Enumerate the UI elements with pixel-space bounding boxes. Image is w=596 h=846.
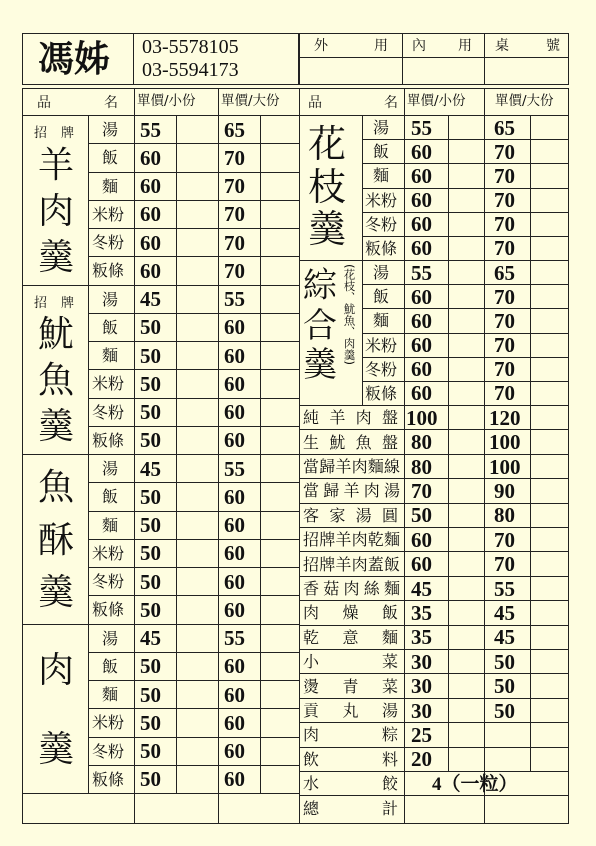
price-small: 45 <box>411 576 432 601</box>
price-small: 25 <box>411 722 432 747</box>
order-type-header-line <box>299 57 569 58</box>
price-large: 70 <box>224 230 245 255</box>
item-name: 燙 青 菜 <box>303 676 398 696</box>
column-header-large: 單價/大份 <box>495 93 554 109</box>
row-divider <box>88 313 299 314</box>
item-name: 湯 <box>373 118 390 138</box>
price-small: 50 <box>140 484 161 509</box>
row-divider <box>362 188 569 189</box>
row-divider <box>362 260 569 261</box>
price-small: 50 <box>140 569 161 594</box>
price-small: 60 <box>411 284 432 309</box>
price-large: 70 <box>494 284 515 309</box>
row-divider <box>362 236 569 237</box>
column-divider <box>402 33 403 85</box>
price-small: 30 <box>411 649 432 674</box>
price-small: 50 <box>140 597 161 622</box>
dumpling-price: 4（一粒） <box>432 774 518 795</box>
price-large: 70 <box>494 308 515 333</box>
item-name: 招 牌 羊 肉 乾 麵 <box>303 530 400 550</box>
price-large: 70 <box>494 163 515 188</box>
dish-category-title: 綜 <box>303 265 337 306</box>
group-divider <box>22 285 299 286</box>
order-type-takeout: 外 用 <box>314 38 388 54</box>
dish-category-title: 枝 <box>308 164 347 209</box>
dish-category-title: 合 <box>303 305 337 346</box>
row-divider <box>299 698 569 699</box>
price-large: 60 <box>224 400 245 425</box>
price-small: 50 <box>140 428 161 453</box>
item-name: 小 菜 <box>303 652 398 672</box>
dish-category-title: 羹 <box>38 406 75 448</box>
dish-category-title: 酥 <box>38 519 75 561</box>
price-small: 50 <box>140 400 161 425</box>
row-divider <box>88 256 299 257</box>
item-name: 湯 <box>102 628 119 648</box>
item-name: 招 牌 羊 肉 蓋 飯 <box>303 554 400 574</box>
item-name: 米粉 <box>92 374 125 394</box>
price-small: 60 <box>411 357 432 382</box>
price-small: 45 <box>140 456 161 481</box>
price-large: 70 <box>494 381 515 406</box>
item-name: 水 餃 <box>303 774 398 793</box>
row-divider <box>362 284 569 285</box>
item-name: 米粉 <box>92 543 125 563</box>
price-large: 55 <box>224 456 245 481</box>
column-header-item: 品 名 <box>308 95 398 111</box>
price-small: 60 <box>411 308 432 333</box>
column-header-item: 品 名 <box>37 95 118 111</box>
item-name: 麵 <box>102 176 119 196</box>
item-name: 飯 <box>373 142 390 162</box>
price-small: 50 <box>140 767 161 792</box>
price-large: 70 <box>224 145 245 170</box>
item-name: 麵 <box>373 166 390 186</box>
item-name: 米粉 <box>92 204 125 224</box>
item-name: 當 歸 羊 肉 湯 <box>303 481 400 501</box>
row-divider <box>299 747 569 748</box>
price-small: 60 <box>411 527 432 552</box>
price-large: 50 <box>494 698 515 723</box>
price-large: 60 <box>224 569 245 594</box>
item-name: 湯 <box>373 263 390 283</box>
dish-category-title: 羹 <box>308 206 347 251</box>
price-small: 70 <box>411 478 432 503</box>
price-large: 70 <box>494 212 515 237</box>
dish-category-title: 肉 <box>38 190 75 232</box>
price-large: 50 <box>494 649 515 674</box>
row-divider <box>299 600 569 601</box>
row-divider <box>88 765 299 766</box>
item-name: 麵 <box>102 515 119 535</box>
price-large: 55 <box>494 576 515 601</box>
price-large: 60 <box>224 428 245 453</box>
price-large: 120 <box>489 405 521 430</box>
price-small: 60 <box>140 230 161 255</box>
signature-tag: 招 牌 <box>34 295 78 311</box>
item-name: 粄條 <box>92 600 125 620</box>
price-small: 80 <box>411 454 432 479</box>
price-small: 30 <box>411 698 432 723</box>
price-large: 70 <box>224 174 245 199</box>
row-divider <box>88 539 299 540</box>
item-name: 客 家 湯 圓 <box>303 505 398 525</box>
price-large: 45 <box>494 600 515 625</box>
price-large: 60 <box>224 654 245 679</box>
price-small: 60 <box>411 333 432 358</box>
item-name: 肉 粽 <box>303 725 398 745</box>
row-divider <box>22 793 299 794</box>
price-small: 35 <box>411 625 432 650</box>
price-small: 45 <box>140 626 161 651</box>
price-large: 60 <box>224 371 245 396</box>
price-small: 55 <box>140 117 161 142</box>
row-divider <box>299 503 569 504</box>
column-header-small: 單價/小份 <box>137 93 196 109</box>
dish-category-title: 魚 <box>38 467 75 509</box>
price-large: 60 <box>224 343 245 368</box>
item-name: 飯 <box>102 317 119 337</box>
item-name: 湯 <box>102 459 119 479</box>
price-small: 20 <box>411 747 432 772</box>
price-large: 80 <box>494 503 515 528</box>
row-divider <box>88 680 299 681</box>
price-large: 60 <box>224 682 245 707</box>
item-name: 冬粉 <box>92 402 125 422</box>
row-divider <box>88 172 299 173</box>
dish-category-title: 羹 <box>38 572 75 614</box>
phone-number-1: 03-5578105 <box>142 36 239 58</box>
row-divider <box>299 722 569 723</box>
row-divider <box>88 482 299 483</box>
row-divider <box>88 426 299 427</box>
item-name: 冬粉 <box>92 741 125 761</box>
price-small: 50 <box>140 654 161 679</box>
price-small: 50 <box>140 710 161 735</box>
price-small: 60 <box>411 552 432 577</box>
row-divider <box>88 369 299 370</box>
price-small: 60 <box>140 202 161 227</box>
row-divider <box>362 308 569 309</box>
row-divider <box>88 737 299 738</box>
row-divider <box>299 771 569 772</box>
price-large: 70 <box>494 236 515 261</box>
item-name: 冬粉 <box>92 233 125 253</box>
item-name: 粄條 <box>365 238 398 258</box>
item-name: 肉 燥 飯 <box>303 603 398 623</box>
column-divider <box>530 405 531 771</box>
price-large: 90 <box>494 478 515 503</box>
column-divider <box>484 88 485 824</box>
item-name: 粄條 <box>365 383 398 403</box>
item-name: 粄條 <box>92 430 125 450</box>
item-name: 冬粉 <box>365 359 398 379</box>
shop-name: 馮姊 <box>38 39 111 80</box>
price-large: 65 <box>494 115 515 140</box>
price-small: 80 <box>411 430 432 455</box>
item-name: 湯 <box>102 289 119 309</box>
item-name: 飯 <box>102 487 119 507</box>
group-divider <box>22 454 299 455</box>
phone-number-2: 03-5594173 <box>142 59 239 81</box>
total-amount-field[interactable] <box>404 795 569 824</box>
combo-note: (花枝、魷魚、肉羹) <box>342 264 357 365</box>
price-large: 100 <box>489 454 521 479</box>
column-divider <box>134 88 135 824</box>
price-small: 60 <box>140 174 161 199</box>
dish-category-title: 魚 <box>38 360 75 402</box>
price-small: 50 <box>140 371 161 396</box>
price-large: 70 <box>494 139 515 164</box>
price-large: 60 <box>224 484 245 509</box>
item-name: 麵 <box>102 346 119 366</box>
row-divider <box>88 398 299 399</box>
price-small: 60 <box>411 139 432 164</box>
price-small: 60 <box>411 381 432 406</box>
price-small: 30 <box>411 674 432 699</box>
row-divider <box>88 652 299 653</box>
item-name: 湯 <box>102 120 119 140</box>
item-name: 粄條 <box>92 261 125 281</box>
item-name: 貢 丸 湯 <box>303 701 398 720</box>
header-divider <box>133 33 134 85</box>
row-divider <box>299 673 569 674</box>
row-divider <box>88 143 299 144</box>
row-divider <box>362 381 569 382</box>
row-divider <box>88 228 299 229</box>
item-name: 乾 意 麵 <box>303 627 398 647</box>
price-small: 55 <box>411 115 432 140</box>
price-small: 60 <box>140 145 161 170</box>
price-large: 70 <box>494 357 515 382</box>
price-large: 100 <box>489 430 521 455</box>
price-large: 70 <box>494 333 515 358</box>
item-name: 當 歸 羊 肉 麵 線 <box>303 457 400 476</box>
item-name: 麵 <box>373 311 390 331</box>
column-divider <box>404 88 405 824</box>
item-name: 飲 料 <box>303 749 398 769</box>
price-small: 50 <box>140 315 161 340</box>
row-divider <box>362 163 569 164</box>
dish-category-title: 羹 <box>38 236 75 278</box>
column-header-line <box>22 115 569 116</box>
column-divider <box>448 405 449 771</box>
price-small: 50 <box>140 343 161 368</box>
price-small: 50 <box>140 513 161 538</box>
price-large: 70 <box>494 188 515 213</box>
item-name: 米粉 <box>365 335 398 355</box>
price-small: 60 <box>411 188 432 213</box>
row-divider <box>362 357 569 358</box>
row-divider <box>88 511 299 512</box>
item-name: 冬粉 <box>365 214 398 234</box>
row-divider <box>299 454 569 455</box>
price-small: 35 <box>411 600 432 625</box>
signature-tag: 招 牌 <box>34 126 78 141</box>
dish-category-title: 羹 <box>38 728 75 770</box>
row-divider <box>88 567 299 568</box>
row-divider <box>299 625 569 626</box>
price-large: 65 <box>494 260 515 285</box>
row-divider <box>299 478 569 479</box>
row-divider <box>299 527 569 528</box>
row-divider <box>362 139 569 140</box>
row-divider <box>88 200 299 201</box>
row-divider <box>88 708 299 709</box>
price-small: 45 <box>140 287 161 312</box>
row-divider <box>362 333 569 334</box>
column-divider <box>484 33 485 85</box>
center-divider <box>299 88 300 824</box>
item-name: 米粉 <box>365 190 398 210</box>
group-divider <box>299 260 362 261</box>
price-large: 50 <box>494 674 515 699</box>
price-large: 55 <box>224 626 245 651</box>
item-name: 飯 <box>102 656 119 676</box>
dish-category-title: 花 <box>308 122 347 167</box>
price-small: 60 <box>140 258 161 283</box>
price-large: 70 <box>224 202 245 227</box>
group-divider <box>22 624 299 625</box>
price-large: 60 <box>224 541 245 566</box>
price-large: 70 <box>494 552 515 577</box>
order-type-table-number: 桌 號 <box>495 38 560 54</box>
price-small: 50 <box>140 682 161 707</box>
row-divider <box>299 551 569 552</box>
item-name: 米粉 <box>92 713 125 733</box>
item-name: 飯 <box>102 148 119 168</box>
price-small: 50 <box>411 503 432 528</box>
price-large: 60 <box>224 739 245 764</box>
row-divider <box>362 212 569 213</box>
row-divider <box>88 341 299 342</box>
price-small: 60 <box>411 163 432 188</box>
price-large: 60 <box>224 513 245 538</box>
column-header-large: 單價/大份 <box>221 93 280 109</box>
item-name: 冬粉 <box>92 572 125 592</box>
price-small: 50 <box>140 739 161 764</box>
total-label: 總 計 <box>303 799 398 819</box>
price-large: 70 <box>494 527 515 552</box>
item-name: 粄條 <box>92 769 125 789</box>
row-divider <box>299 429 569 430</box>
price-large: 60 <box>224 315 245 340</box>
price-large: 60 <box>224 710 245 735</box>
price-small: 55 <box>411 260 432 285</box>
row-divider <box>88 595 299 596</box>
price-large: 55 <box>224 287 245 312</box>
price-large: 60 <box>224 597 245 622</box>
price-large: 45 <box>494 625 515 650</box>
order-type-dine-in: 內 用 <box>412 38 472 54</box>
row-divider <box>299 576 569 577</box>
price-small: 60 <box>411 236 432 261</box>
price-large: 65 <box>224 117 245 142</box>
dish-category-title: 羹 <box>303 345 337 386</box>
dish-category-title: 魷 <box>38 314 75 356</box>
item-name: 純 羊 肉 盤 <box>303 408 398 428</box>
item-name: 香 菇 肉 絲 麵 <box>303 579 400 598</box>
price-large: 70 <box>224 258 245 283</box>
item-name: 飯 <box>373 287 390 307</box>
price-small: 100 <box>406 405 438 430</box>
price-small: 60 <box>411 212 432 237</box>
dish-category-title: 羊 <box>38 144 75 186</box>
price-large: 60 <box>224 767 245 792</box>
item-name: 麵 <box>102 685 119 705</box>
column-divider <box>218 88 219 824</box>
row-divider <box>299 649 569 650</box>
price-small: 50 <box>140 541 161 566</box>
dish-category-title: 肉 <box>38 649 75 691</box>
item-name: 生 魷 魚 盤 <box>303 432 398 452</box>
column-header-small: 單價/小份 <box>407 93 466 109</box>
